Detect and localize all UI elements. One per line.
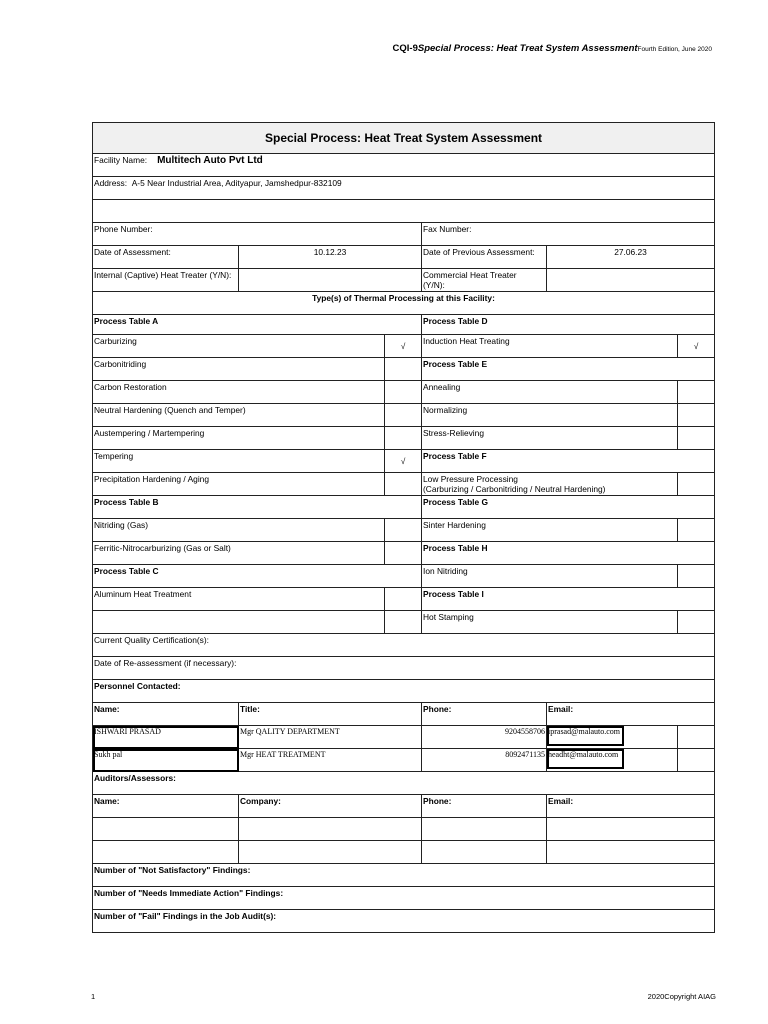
certification-label[interactable]: Current Quality Certification(s): <box>93 634 715 657</box>
sinter-label: Sinter Hardening <box>422 519 678 542</box>
process-table-i: Process Table I <box>422 588 715 611</box>
fail-findings[interactable]: Number of "Fail" Findings in the Job Audit(s): <box>93 910 715 933</box>
personnel-email[interactable]: iprasad@malauto.com <box>547 726 678 749</box>
personnel-row <box>93 726 715 749</box>
personnel-email-extra <box>678 749 715 772</box>
facility-label: Facility Name: <box>94 155 148 165</box>
personnel-phone[interactable]: 8092471135 <box>422 749 547 772</box>
ion-nitriding-label: Ion Nitriding <box>422 565 678 588</box>
address-row[interactable] <box>93 177 715 200</box>
not-satisfactory-findings[interactable]: Number of "Not Satisfactory" Findings: <box>93 864 715 887</box>
auditor-name[interactable] <box>93 818 239 841</box>
address-value: A-5 Near Industrial Area, Adityapur, Jamshedpur-832109 <box>131 178 342 188</box>
page-number: 1 <box>91 992 96 1001</box>
prev-date-label: Date of Previous Assessment: <box>422 246 547 269</box>
ferritic-label: Ferritic-Nitrocarburizing (Gas or Salt) <box>93 542 385 565</box>
carburizing-label: Carburizing <box>93 335 385 358</box>
precipitation-checkbox[interactable] <box>385 473 422 496</box>
auditor-phone[interactable] <box>422 818 547 841</box>
personnel-name-header: Name: <box>93 703 239 726</box>
auditor-email-header: Email: <box>547 795 715 818</box>
personnel-title-header: Title: <box>239 703 422 726</box>
annealing-checkbox[interactable] <box>678 381 715 404</box>
sinter-checkbox[interactable] <box>678 519 715 542</box>
auditor-company[interactable] <box>239 841 422 864</box>
facility-value: Multitech Auto Pvt Ltd <box>157 155 263 166</box>
process-table-d: Process Table D <box>422 315 715 335</box>
ferritic-checkbox[interactable] <box>385 542 422 565</box>
captive-value[interactable] <box>239 269 422 292</box>
aluminum-label: Aluminum Heat Treatment <box>93 588 385 611</box>
blank-row[interactable] <box>93 200 715 223</box>
page-header <box>393 43 712 54</box>
auditor-name-header: Name: <box>93 795 239 818</box>
auditor-row <box>93 818 715 841</box>
personnel-email-extra <box>678 726 715 749</box>
process-table-h: Process Table H <box>422 542 715 565</box>
process-table-c: Process Table C <box>93 565 422 588</box>
facility-row[interactable] <box>93 154 715 177</box>
carbonitriding-label: Carbonitriding <box>93 358 385 381</box>
auditor-email[interactable] <box>547 818 715 841</box>
personnel-phone[interactable]: 9204558706 <box>422 726 547 749</box>
personnel-title[interactable]: Mgr QALITY DEPARTMENT <box>239 726 422 749</box>
commercial-value[interactable] <box>547 269 715 292</box>
auditors-heading: Auditors/Assessors: <box>93 772 715 795</box>
neutral-hardening-checkbox[interactable] <box>385 404 422 427</box>
form-title: Special Process: Heat Treat System Assessment <box>93 123 715 154</box>
carbon-restoration-label: Carbon Restoration <box>93 381 385 404</box>
phone-label: Phone Number: <box>93 223 422 246</box>
address-label: Address: <box>94 178 128 188</box>
stress-relieving-checkbox[interactable] <box>678 427 715 450</box>
auditor-email[interactable] <box>547 841 715 864</box>
date-value[interactable]: 10.12.23 <box>239 246 422 269</box>
personnel-title[interactable]: Mgr HEAT TREATMENT <box>239 749 422 772</box>
precipitation-label: Precipitation Hardening / Aging <box>93 473 385 496</box>
process-table-e: Process Table E <box>422 358 715 381</box>
header-code: CQI-9 <box>392 43 418 54</box>
immediate-action-findings[interactable]: Number of "Needs Immediate Action" Findings: <box>93 887 715 910</box>
carburizing-checkbox[interactable]: √ <box>385 335 422 358</box>
tempering-label: Tempering <box>93 450 385 473</box>
commercial-label: Commercial Heat Treater (Y/N): <box>422 269 547 292</box>
auditor-row <box>93 841 715 864</box>
personnel-heading: Personnel Contacted: <box>93 680 715 703</box>
auditor-company[interactable] <box>239 818 422 841</box>
personnel-name[interactable]: ISHWARI PRASAD <box>93 726 239 749</box>
prev-date-value[interactable]: 27.06.23 <box>547 246 715 269</box>
austempering-checkbox[interactable] <box>385 427 422 450</box>
date-label: Date of Assessment: <box>93 246 239 269</box>
header-edition: Fourth Edition, June 2020 <box>637 46 712 53</box>
personnel-phone-header: Phone: <box>422 703 547 726</box>
neutral-hardening-label: Neutral Hardening (Quench and Temper) <box>93 404 385 427</box>
tempering-checkbox[interactable]: √ <box>385 450 422 473</box>
personnel-row <box>93 749 715 772</box>
personnel-email[interactable]: headht@malauto.com <box>547 749 678 772</box>
stress-relieving-label: Stress-Relieving <box>422 427 678 450</box>
process-table-f: Process Table F <box>422 450 715 473</box>
normalizing-checkbox[interactable] <box>678 404 715 427</box>
nitriding-label: Nitriding (Gas) <box>93 519 385 542</box>
aluminum-checkbox[interactable] <box>385 588 422 611</box>
header-title: Special Process: Heat Treat System Assessment <box>417 43 638 54</box>
low-pressure-checkbox[interactable] <box>678 473 715 496</box>
process-table-g: Process Table G <box>422 496 715 519</box>
auditor-name[interactable] <box>93 841 239 864</box>
auditor-company-header: Company: <box>239 795 422 818</box>
types-heading: Type(s) of Thermal Processing at this Facility: <box>93 292 715 315</box>
process-table-a: Process Table A <box>93 315 422 335</box>
carbonitriding-checkbox[interactable] <box>385 358 422 381</box>
personnel-email-header: Email: <box>547 703 715 726</box>
auditor-phone-header: Phone: <box>422 795 547 818</box>
fax-label: Fax Number: <box>422 223 715 246</box>
austempering-label: Austempering / Martempering <box>93 427 385 450</box>
reassessment-label[interactable]: Date of Re-assessment (if necessary): <box>93 657 715 680</box>
hot-stamping-label: Hot Stamping <box>422 611 678 634</box>
assessment-form <box>92 122 715 933</box>
copyright: 2020Copyright AIAG <box>647 992 716 1001</box>
ion-nitriding-checkbox[interactable] <box>678 565 715 588</box>
blank-process-checkbox[interactable] <box>385 611 422 634</box>
hot-stamping-checkbox[interactable] <box>678 611 715 634</box>
annealing-label: Annealing <box>422 381 678 404</box>
personnel-name[interactable]: Sukh pal <box>93 749 239 772</box>
auditor-phone[interactable] <box>422 841 547 864</box>
normalizing-label: Normalizing <box>422 404 678 427</box>
induction-checkbox[interactable]: √ <box>678 335 715 358</box>
captive-label: Internal (Captive) Heat Treater (Y/N): <box>93 269 239 292</box>
process-table-b: Process Table B <box>93 496 422 519</box>
carbon-restoration-checkbox[interactable] <box>385 381 422 404</box>
low-pressure-label: Low Pressure Processing (Carburizing / Carbonitriding / Neutral Hardening) <box>422 473 678 496</box>
induction-label: Induction Heat Treating <box>422 335 678 358</box>
nitriding-checkbox[interactable] <box>385 519 422 542</box>
blank-process-label <box>93 611 385 634</box>
